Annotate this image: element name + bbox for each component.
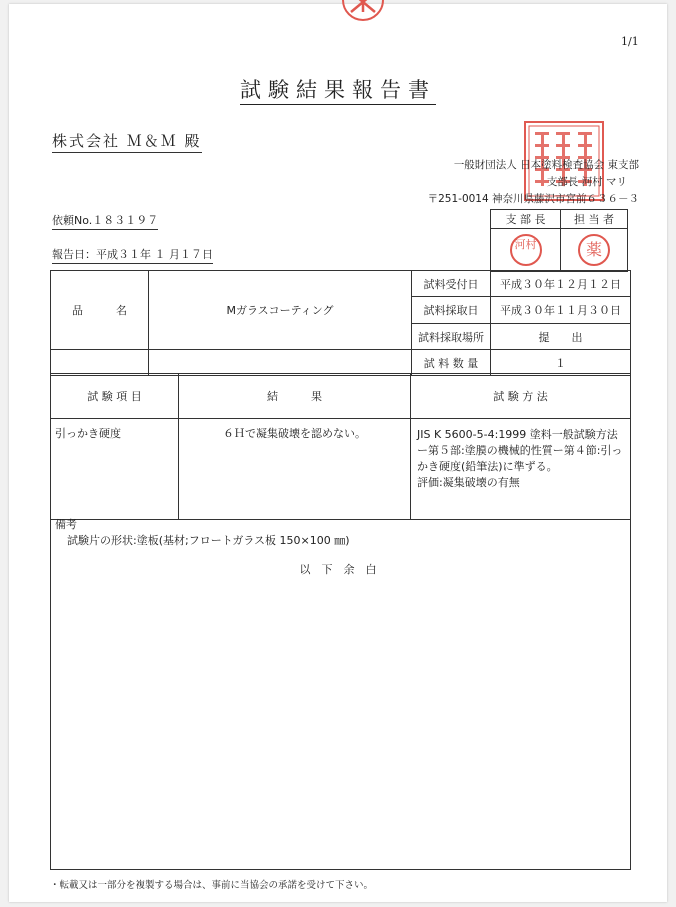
sampling-date-value: 平成３０年１１月３０日 xyxy=(491,297,631,324)
receipt-date-label: 試料受付日 xyxy=(412,271,491,297)
page-title xyxy=(9,74,667,104)
footnote: ・転載又は一部分を複製する場合は、事前に当協会の承諾を受けて下さい。 xyxy=(50,880,374,891)
result-value: ６Ｈで凝集破壊を認めない。 xyxy=(179,419,411,520)
approval-box xyxy=(490,209,628,272)
table-row xyxy=(51,419,631,520)
quantity-label: 試 料 数 量 xyxy=(412,350,491,376)
branch-manager-label: 支 部 長 xyxy=(491,210,561,229)
end-of-text: 以 下 余 白 xyxy=(299,563,377,576)
issuer-manager: 支部長 河村 マリ xyxy=(546,176,627,188)
blank-cell xyxy=(149,350,412,376)
result-header: 結 果 xyxy=(179,374,411,419)
sample-info-table xyxy=(50,270,631,376)
branch-manager-seal-cell xyxy=(491,229,561,272)
page-number: 1/1 xyxy=(621,35,639,48)
quantity-value: １ xyxy=(491,350,631,376)
top-seal-icon xyxy=(339,0,387,26)
person-in-charge-label: 担 当 者 xyxy=(561,210,628,229)
report-page xyxy=(9,4,667,902)
sampling-date-label: 試料採取日 xyxy=(412,297,491,324)
issuer-organization: 一般財団法人 日本塗料検査協会 東支部 xyxy=(453,159,639,171)
sampling-place-label: 試料採取場所 xyxy=(412,324,491,350)
person-seal: 薬 xyxy=(578,234,610,266)
test-method-header: 試 験 方 法 xyxy=(411,374,631,419)
remarks-label: 備考 xyxy=(55,518,77,531)
issuer-address: 〒251-0014 神奈川県藤沢市宮前６３６－３ xyxy=(427,193,639,205)
person-seal-cell xyxy=(561,229,628,272)
addressee: 株式会社 Ｍ＆Ｍ 殿 xyxy=(52,130,202,153)
sampling-place-value: 提 出 xyxy=(491,324,631,350)
request-number: 依頼No.１８３１９７ xyxy=(52,212,158,230)
results-table xyxy=(50,373,631,520)
receipt-date-value: 平成３０年１２月１２日 xyxy=(491,271,631,297)
blank-cell xyxy=(51,350,149,376)
test-item-header: 試 験 項 目 xyxy=(51,374,179,419)
product-name-label: 品 名 xyxy=(51,271,149,350)
title-text: 試験結果報告書 xyxy=(240,78,436,105)
branch-manager-seal: 河村 xyxy=(510,234,542,266)
remarks-specimen: 試験片の形状:塗板(基材;フロートガラス板 150×100 ㎜) xyxy=(67,534,350,547)
test-method-value: JIS K 5600-5-4:1999 塗料一般試験方法ー第５部:塗膜の機械的性質ー第４節:引っかき硬度(鉛筆法)に準ずる。 評価:凝集破壊の有無 xyxy=(411,419,631,520)
test-item-value: 引っかき硬度 xyxy=(51,419,179,520)
report-date: 報告日：平成３１年 １ 月１７日 xyxy=(52,246,213,264)
product-name-value: Mガラスコーティング xyxy=(149,271,412,350)
